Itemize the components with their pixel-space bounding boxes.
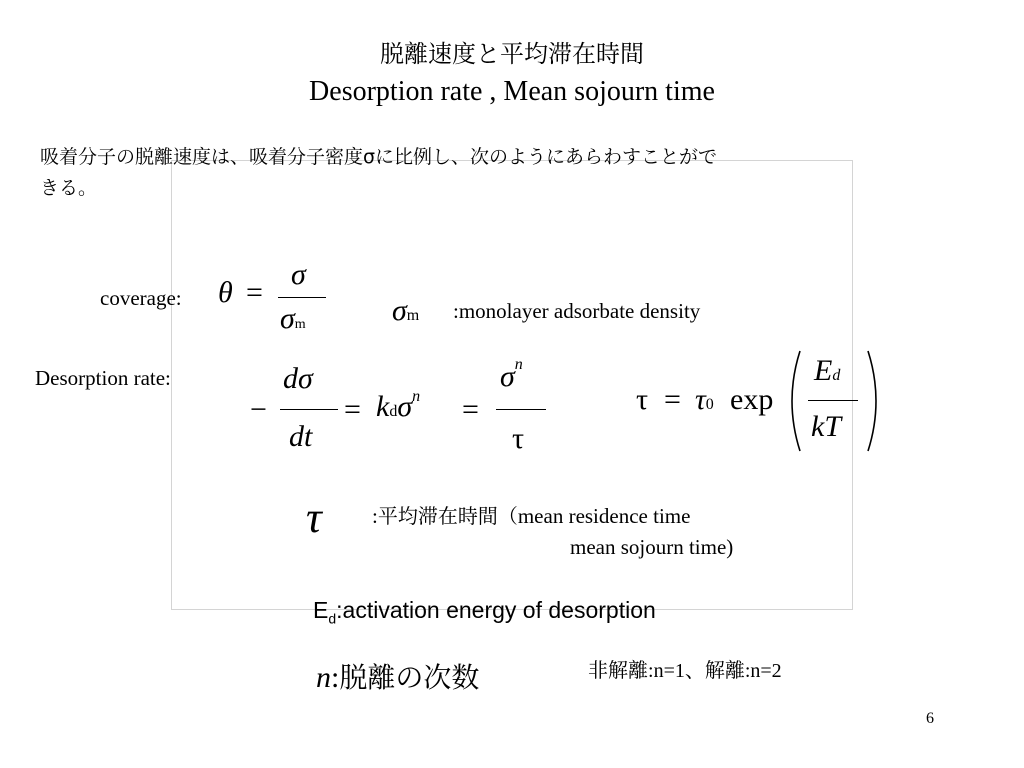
tau0-symbol: τ bbox=[695, 383, 706, 416]
order-note-nondissociative: 非解離 bbox=[588, 658, 648, 682]
monolayer-symbol bbox=[392, 294, 419, 328]
exp-E-sub: d bbox=[832, 367, 841, 384]
rate-minus: − bbox=[250, 393, 267, 426]
order-label: 脱離の次数 bbox=[339, 661, 480, 694]
coverage-fraction-bar bbox=[278, 297, 326, 298]
intro-line-1: 吸着分子の脱離速度は、吸着分子密度σに比例し、次のようにあらわすことがで bbox=[40, 146, 718, 168]
exp-numerator bbox=[814, 354, 840, 388]
rate-rhs-n-sup: n bbox=[514, 356, 523, 373]
monolayer-description bbox=[453, 299, 700, 324]
order-note-colon-2: : bbox=[744, 660, 751, 682]
title-japanese: 脱離速度と平均滞在時間 bbox=[380, 40, 644, 68]
order-colon: : bbox=[331, 661, 340, 694]
coverage-denominator-sigma: σ bbox=[280, 302, 295, 335]
coverage-denominator-sub: m bbox=[294, 317, 306, 332]
rate-k: k bbox=[376, 390, 390, 423]
desorption-rate-label bbox=[35, 366, 171, 391]
coverage-theta: θ bbox=[218, 276, 233, 309]
residence-label bbox=[372, 500, 690, 529]
rate-dt: dt bbox=[289, 420, 313, 453]
coverage-label bbox=[100, 286, 182, 311]
activation-E-sub: d bbox=[328, 610, 337, 627]
exp-fraction-bar bbox=[808, 400, 858, 401]
page-number: 6 bbox=[926, 710, 934, 727]
rate-rhs-sigma: σ bbox=[500, 360, 515, 393]
monolayer-colon: : bbox=[453, 299, 459, 323]
rate-rhs-numerator bbox=[500, 356, 523, 394]
activation-text: :activation energy of desorption bbox=[336, 597, 656, 623]
monolayer-sub: m bbox=[406, 307, 420, 324]
residence-line-2: mean sojourn time) bbox=[570, 535, 734, 559]
rate-rhs-fraction-bar bbox=[496, 409, 546, 410]
intro-paragraph bbox=[40, 142, 1000, 204]
intro-line-2: きる。 bbox=[40, 177, 98, 199]
right-parenthesis bbox=[868, 351, 876, 451]
rate-k-sigma-n bbox=[376, 390, 420, 424]
residence-jp-label: 平均滞在時間（ bbox=[377, 504, 518, 528]
coverage-colon: : bbox=[175, 286, 182, 310]
exp-denominator: kT bbox=[811, 410, 841, 443]
residence-line-1: mean residence time bbox=[517, 504, 691, 528]
order-note-dissociative: 解離 bbox=[704, 658, 745, 682]
tau-formula-exp: exp bbox=[730, 383, 774, 416]
monolayer-description-text: monolayer adsorbate density bbox=[458, 299, 701, 323]
coverage-label-text: coverage bbox=[100, 286, 176, 310]
coverage-numerator: σ bbox=[291, 258, 306, 291]
tau0-sub: 0 bbox=[705, 396, 714, 413]
residence-colon: : bbox=[372, 504, 378, 528]
rate-n-sup: n bbox=[412, 388, 421, 405]
rate-fraction-bar bbox=[280, 409, 338, 410]
desorption-rate-colon: : bbox=[165, 366, 171, 390]
monolayer-sigma: σ bbox=[392, 294, 407, 327]
activation-energy bbox=[313, 597, 656, 627]
tau-formula-equals: = bbox=[664, 383, 681, 416]
rate-rhs-denominator: τ bbox=[512, 422, 525, 455]
exp-E: E bbox=[814, 354, 833, 387]
tau-formula-tau0 bbox=[695, 383, 714, 417]
order-note-colon-1: : bbox=[648, 660, 654, 682]
order-definition bbox=[316, 656, 479, 696]
desorption-rate-label-text: Desorption rate bbox=[35, 366, 166, 390]
tau-formula-lhs: τ bbox=[636, 383, 649, 416]
residence-tau-symbol: τ bbox=[306, 493, 322, 542]
coverage-equals: = bbox=[246, 276, 263, 309]
rate-equals-1: = bbox=[344, 393, 361, 426]
order-note-n2: n=2 bbox=[750, 660, 782, 682]
left-parenthesis bbox=[792, 351, 800, 451]
rate-k-sub: d bbox=[389, 403, 398, 420]
rate-sigma: σ bbox=[397, 390, 413, 423]
coverage-denominator bbox=[280, 302, 306, 336]
rate-equals-2: = bbox=[462, 393, 479, 426]
order-n: n bbox=[316, 661, 331, 694]
order-note-n1: n=1、 bbox=[653, 660, 705, 682]
title-english: Desorption rate , Mean sojourn time bbox=[309, 76, 715, 107]
rate-d-sigma: dσ bbox=[283, 362, 313, 395]
activation-E: E bbox=[313, 597, 329, 623]
order-note bbox=[588, 654, 782, 683]
